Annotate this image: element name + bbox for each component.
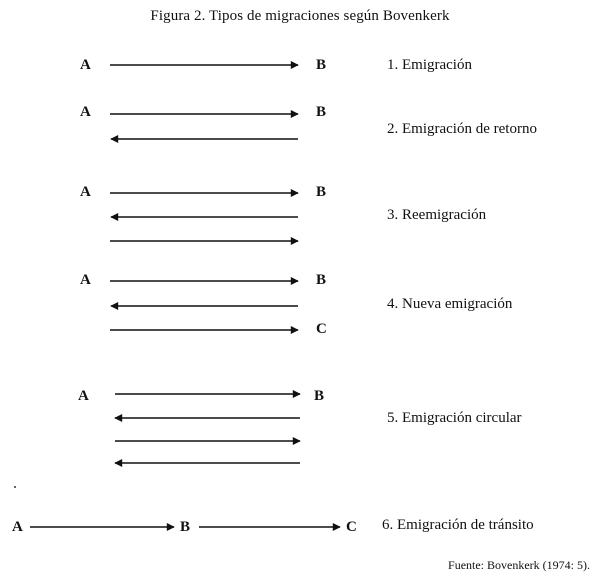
type-label-3: 3. Reemigración [387, 207, 487, 223]
node-b-2: B [316, 104, 327, 120]
node-c-6: C [346, 519, 357, 535]
type-label-2: 2. Emigración de retorno [387, 121, 537, 137]
type-label-1: 1. Emigración [387, 57, 472, 73]
node-a-1: A [80, 57, 91, 73]
node-b-3: B [316, 184, 327, 200]
type-label-4: 4. Nueva emigración [387, 296, 513, 312]
node-a-3: A [80, 184, 91, 200]
node-a-2: A [80, 104, 91, 120]
node-c-4: C [316, 321, 327, 337]
node-b-4: B [316, 272, 327, 288]
type-label-5: 5. Emigración circular [387, 410, 522, 426]
node-b-6: B [180, 519, 191, 535]
node-a-4: A [80, 272, 91, 288]
node-b-1: B [316, 57, 327, 73]
source-note: Fuente: Bovenkerk (1974: 5). [448, 558, 590, 572]
node-a-5: A [78, 388, 89, 404]
type-label-6: 6. Emigración de tránsito [382, 517, 534, 533]
node-a-6: A [12, 519, 23, 535]
node-b-5: B [314, 388, 325, 404]
figure-title: Figura 2. Tipos de migraciones según Bovenkerk [150, 8, 450, 24]
